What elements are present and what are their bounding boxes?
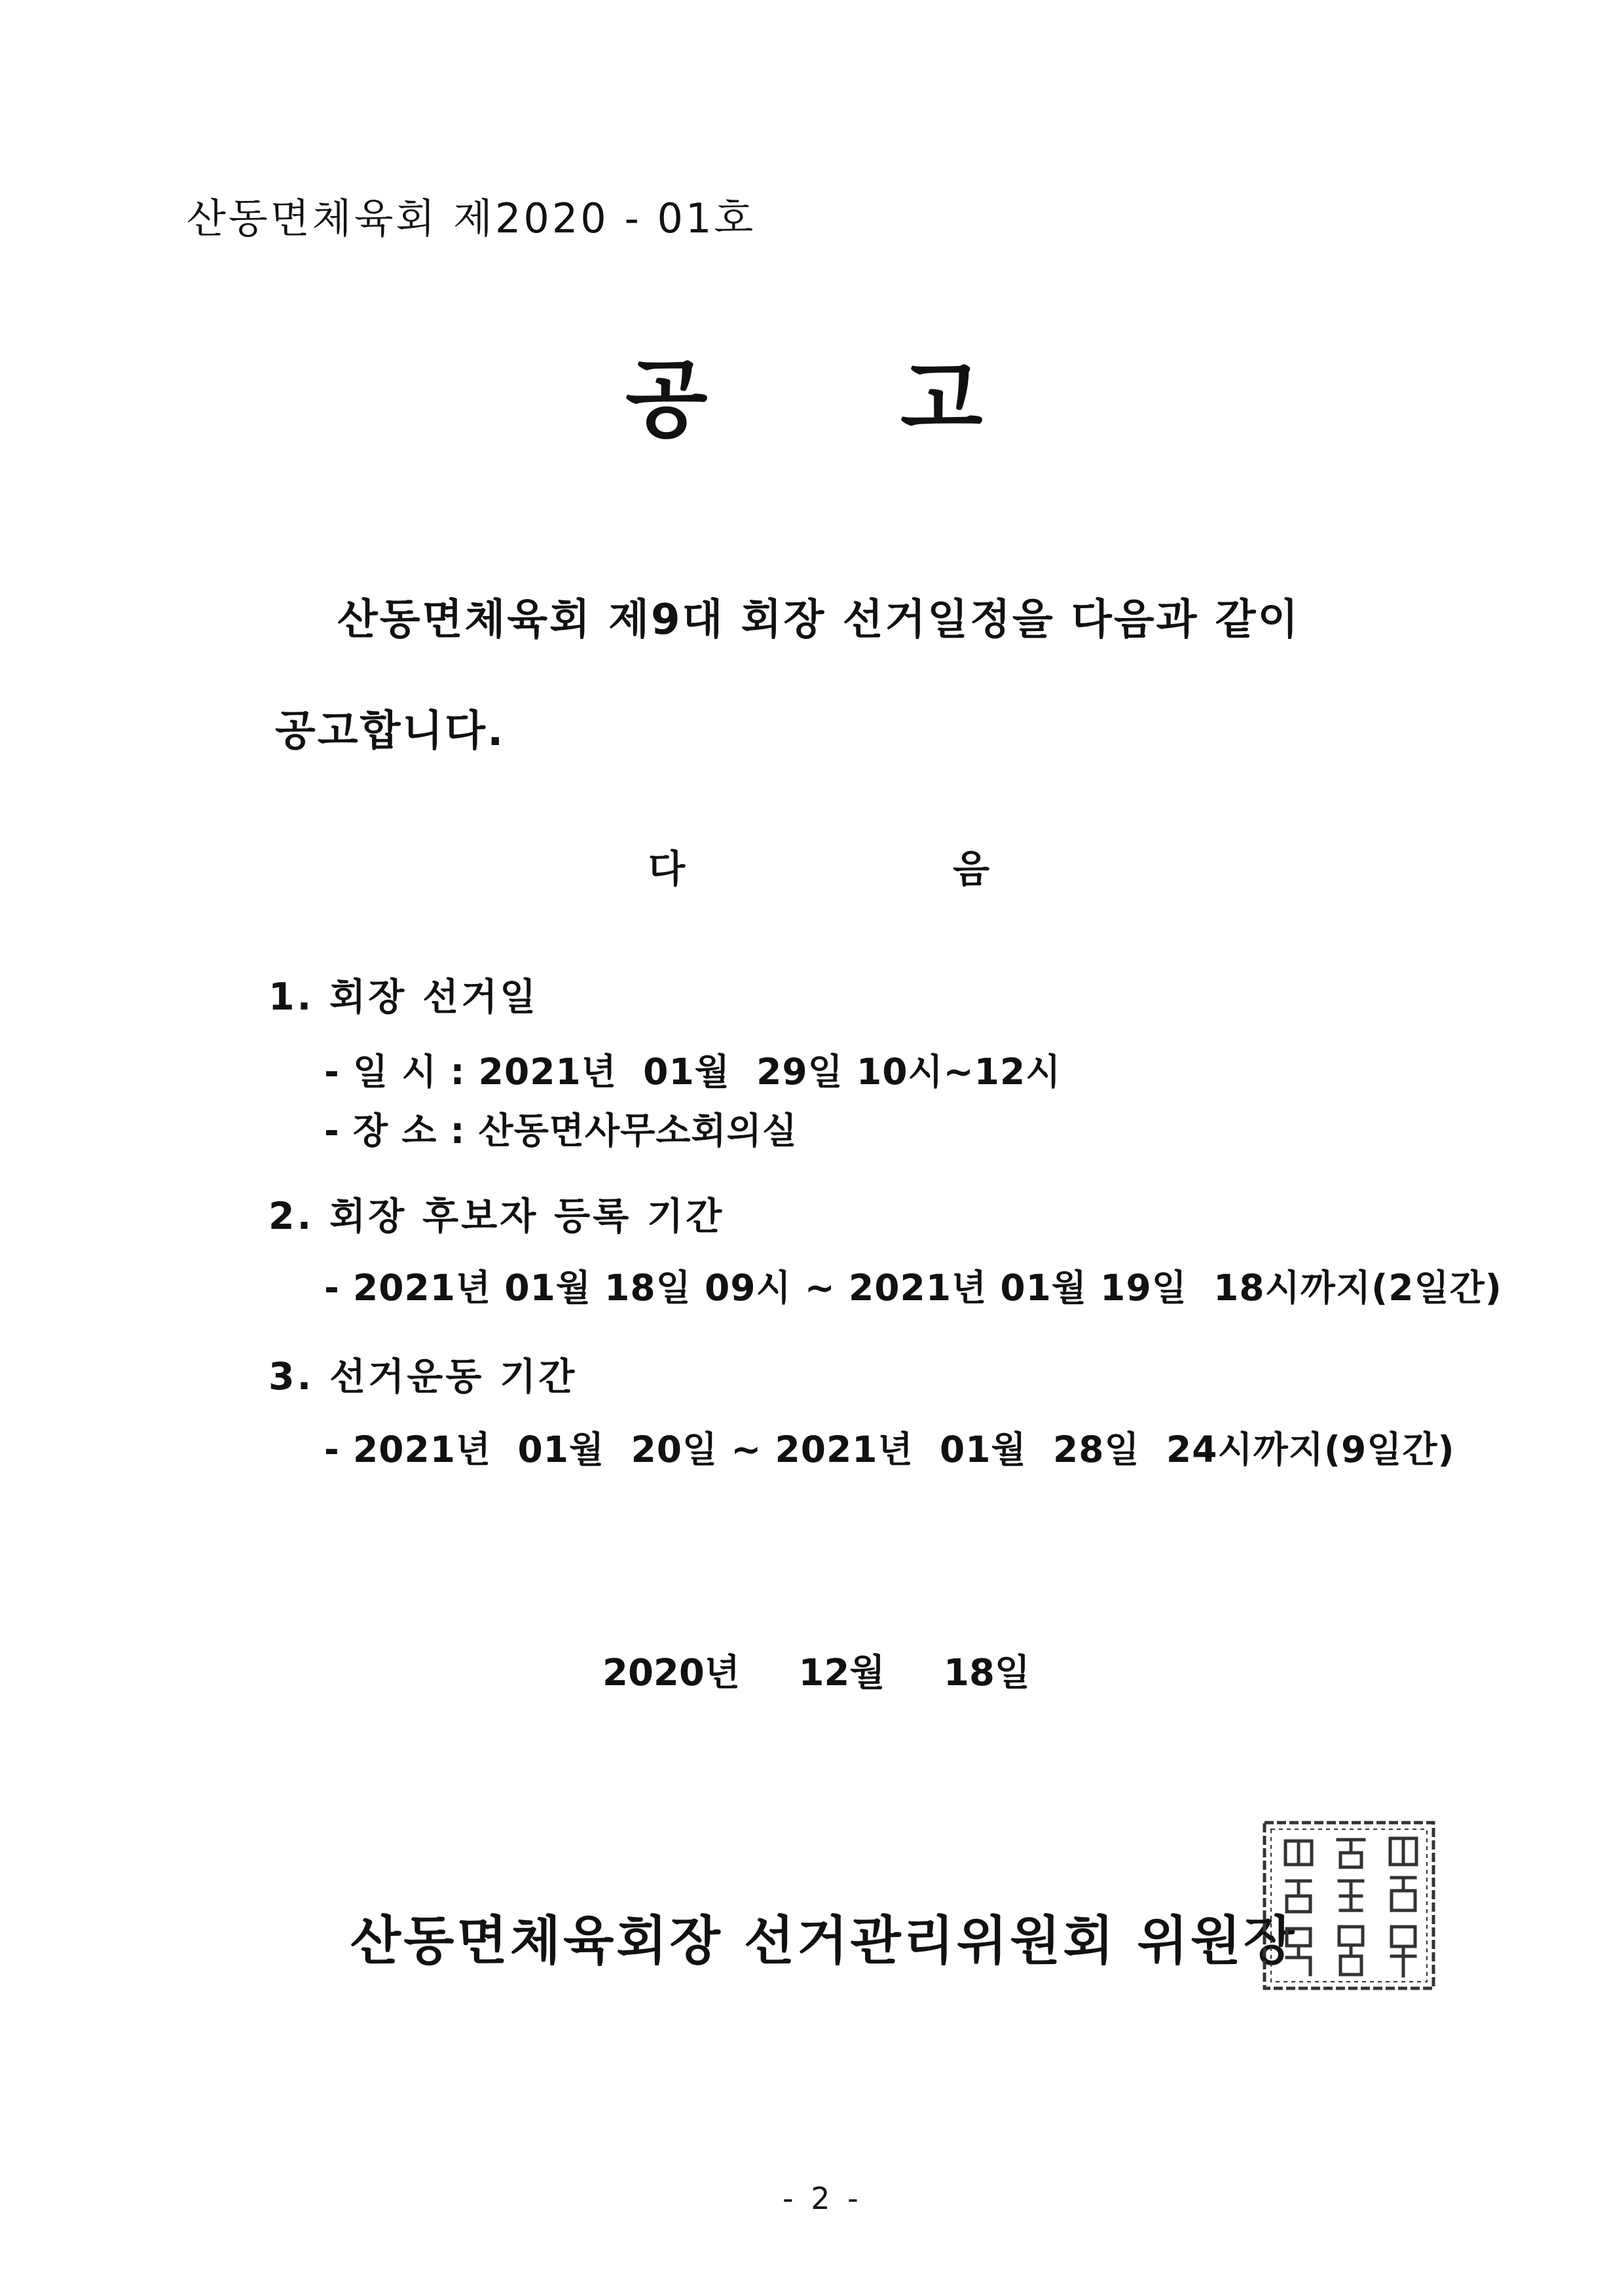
issue-date: 2020년 12월 18일 xyxy=(602,1652,1030,1694)
item-heading-1: 1. 회장 선거일 xyxy=(268,975,539,1019)
item-detail-2-period: - 2021년 01월 18일 09시 ~ 2021년 01월 19일 18시까지(2일간) xyxy=(324,1267,1502,1309)
item-heading-2: 2. 회장 후보자 등록 기간 xyxy=(268,1195,725,1238)
seal-graphic xyxy=(1261,1819,1437,1992)
item-heading-3: 3. 선거운동 기간 xyxy=(268,1355,578,1398)
item-detail-3-period: - 2021년 01월 20일 ~ 2021년 01월 28일 24시까지(9일간) xyxy=(324,1429,1455,1470)
notice-char-1: 다 xyxy=(648,847,686,891)
signer-title: 산동면체육회장 선거관리위원회 위원장 xyxy=(350,1910,1297,1971)
notice-char-2: 음 xyxy=(953,847,990,891)
intro-line-2: 공고합니다. xyxy=(275,707,506,756)
page-number: - 2 - xyxy=(783,2181,862,2216)
title-char-1: 공 xyxy=(625,350,708,449)
official-seal xyxy=(1261,1819,1437,1992)
document-number: 산동면체육회 제2020 - 01호 xyxy=(187,194,756,242)
title-char-2: 고 xyxy=(900,350,983,449)
intro-line-1: 산동면체육회 제9대 회장 선거일정을 다음과 같이 xyxy=(337,596,1301,644)
item-detail-1-time: - 일 시 : 2021년 01월 29일 10시~12시 xyxy=(324,1051,1061,1093)
item-detail-1-place: - 장 소 : 산동면사무소회의실 xyxy=(324,1110,798,1152)
